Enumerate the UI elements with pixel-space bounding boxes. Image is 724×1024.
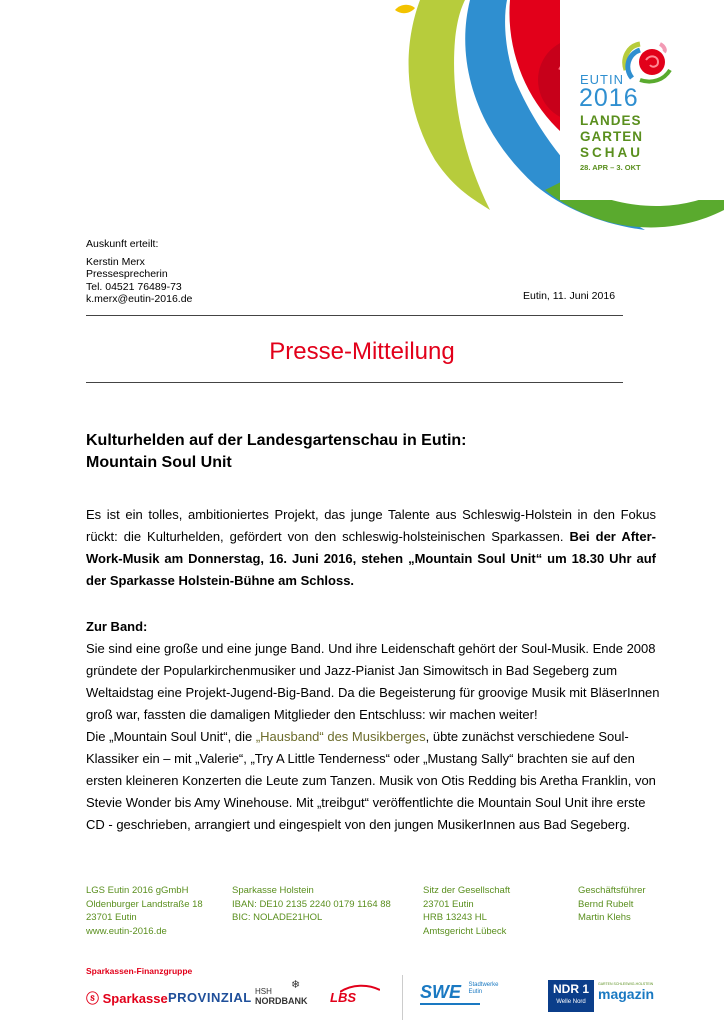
contact-block: [86, 238, 192, 306]
band-line: Weltaidstag eine Projekt-Jugend-Big-Band. Da die Begeisterung für groovige Musik mit BläserInnen: [86, 685, 660, 700]
band-line: ersten kleineren Konzerten die Leute zum Tanzen. Musik von Otis Redding bis Aretha Franklin, von: [86, 773, 656, 788]
sparkasse-label: Sparkasse: [102, 991, 168, 1006]
footer-bank: [232, 884, 391, 925]
footer-city: 23701 Eutin: [86, 912, 137, 923]
swe-sub1: Stadtwerke: [468, 982, 499, 988]
footer-seat: Sitz der Gesellschaft: [423, 885, 511, 896]
page-title: Presse-Mitteilung: [269, 338, 455, 365]
logo-year: 2016: [579, 84, 639, 112]
swe-text: SWE: [420, 982, 462, 1002]
lbs-swoosh-icon: [340, 984, 380, 994]
footer-management: [578, 884, 646, 925]
headline-line1: Kulturhelden auf der Landesgartenschau in Eutin:: [86, 432, 467, 449]
provinzial-logo: PROVINZIAL: [168, 990, 252, 1005]
footer-iban: IBAN: DE10 2135 2240 0179 1164 88: [232, 898, 391, 910]
footer-hrb: HRB 13243 HL: [423, 912, 487, 923]
intro-text: Es ist ein tolles, ambitioniertes Projekt, das junge Talente aus Schleswig-Holstein in den Fokus rückt: die Kulturhelden, gefördert von den schleswig-holsteinischen Sparkassen.: [86, 507, 656, 544]
footer-ceo-1: Bernd Rubelt: [578, 898, 634, 910]
band-line: Sie sind eine große und eine junge Band. Und ihre Leidenschaft gehört der Soul-Musik. Ende 2008: [86, 641, 656, 656]
rose-logo-icon: [620, 40, 672, 84]
magazin-text: magazin: [598, 986, 655, 1002]
headline: [86, 430, 466, 474]
divider-top: [86, 315, 623, 316]
intro-paragraph: [86, 504, 656, 592]
footer-seat-city: 23701 Eutin: [423, 898, 474, 910]
band-line5-pre: Die „Mountain Soul Unit“, die: [86, 729, 256, 744]
sparkasse-logo: [86, 988, 168, 1007]
contact-phone: Tel. 04521 76489-73: [86, 280, 182, 293]
footer-company-name: LGS Eutin 2016 gGmbH: [86, 885, 189, 896]
ndr1-logo: [548, 980, 594, 1012]
logo-line3: SCHAU: [580, 145, 644, 160]
footer-bank-name: Sparkasse Holstein: [232, 885, 314, 896]
intro-bold: Bei der After-Work-Musik am Donnerstag, 16. Juni 2016, stehen „Mountain Soul Unit“ um 18.30 Uhr auf der Sparkasse Holstein-Bühne am Schloss.: [86, 529, 656, 588]
band-line: groß war, fassten die damaligen Mitglieder den Entschluss: wir machen weiter!: [86, 707, 538, 722]
sponsor-divider: [402, 975, 403, 1020]
band-line5-post: , übte zunächst verschiedene Soul-: [425, 729, 629, 744]
band-line: Klassiker ein – mit „Valerie“, „Try A Little Tenderness“ oder „Mustang Sally“ brachten sie auf den: [86, 751, 635, 766]
ndr1-text: NDR 1: [552, 982, 589, 996]
footer-registry: [423, 884, 510, 938]
footer-website[interactable]: www.eutin-2016.de: [86, 925, 167, 937]
contact-email[interactable]: k.merx@eutin-2016.de: [86, 293, 193, 305]
contact-heading: Auskunft erteilt:: [86, 238, 159, 250]
band-line: [86, 726, 656, 748]
hsh-text: HSH: [255, 987, 272, 996]
sponsor-group-label: Sparkassen-Finanzgruppe: [86, 966, 193, 976]
logo-line2: GARTEN: [580, 129, 643, 144]
ndr1-sub: Welle Nord: [556, 999, 586, 1005]
headline-line2: Mountain Soul Unit: [86, 454, 232, 471]
swe-underline: [420, 1003, 480, 1005]
garten-magazin-logo: [598, 982, 658, 1012]
logo-line1: LANDES: [580, 113, 642, 128]
swe-logo: [420, 982, 498, 1003]
document-date: Eutin, 11. Juni 2016: [523, 290, 616, 302]
nordbank-text: NORDBANK: [255, 996, 308, 1006]
footer-ceo-2: Martin Klehs: [578, 912, 631, 923]
logo-city: EUTIN: [580, 72, 624, 87]
lbs-logo: LBS: [330, 990, 356, 1005]
footer-court: Amtsgericht Lübeck: [423, 925, 507, 937]
footer-ceo-heading: Geschäftsführer: [578, 885, 646, 896]
contact-name: Kerstin Merx: [86, 255, 145, 268]
footer-bic: BIC: NOLADE21HOL: [232, 912, 323, 923]
swe-sub2: Eutin: [468, 989, 483, 995]
snowflake-icon: ❄: [291, 979, 301, 991]
divider-bottom: [86, 382, 623, 383]
sparkasse-icon: ⓢ: [86, 991, 100, 1006]
band-line: Stevie Wonder bis Amy Winehouse. Mit „treibgut“ veröffentlichte die Mountain Soul Unit ihre erste: [86, 795, 646, 810]
footer-street: Oldenburger Landstraße 18: [86, 898, 203, 910]
band-line: gründete der Popularkirchenmusiker und Jazz-Pianist Jan Simowitsch in Bad Segeberg zum: [86, 663, 618, 678]
footer-company: [86, 884, 203, 938]
contact-role: Pressesprecherin: [86, 268, 168, 280]
band-section: [86, 616, 660, 836]
band-heading: Zur Band:: [86, 619, 148, 634]
band-line: CD - geschrieben, arrangiert und eingespielt von den jungen MusikerInnen aus Bad Segeberg.: [86, 817, 631, 832]
logo-dates: 28. APR – 3. OKT: [580, 163, 641, 172]
hausband-link[interactable]: „Hausband“ des Musikberges: [255, 729, 426, 744]
magazin-top-text: GARTEN SCHLESWIG-HOLSTEIN: [598, 982, 654, 986]
